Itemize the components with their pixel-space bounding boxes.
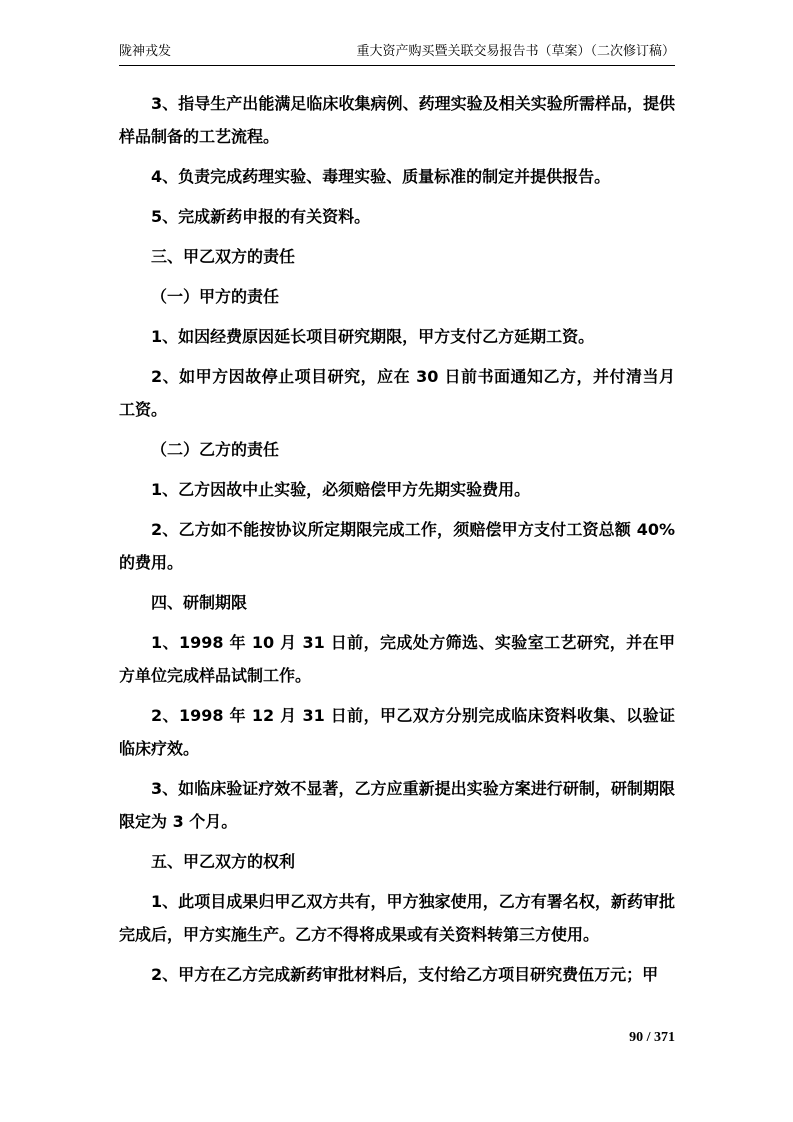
paragraph: 1、乙方因故中止实验，必须赔偿甲方先期实验费用。	[151, 480, 531, 499]
paragraph: 1、此项目成果归甲乙双方共有，甲方独家使用，乙方有署名权，新药审批完成后，甲方实施生产。乙方不得将成果或有关资料转第三方使用。	[119, 892, 675, 944]
paragraph: （一）甲方的责任	[151, 287, 280, 306]
page-header	[119, 42, 675, 66]
paragraph: 2、乙方如不能按协议所定期限完成工作，须赔偿甲方支付工资总额 40%的费用。	[119, 520, 675, 572]
paragraph: 五、甲乙双方的权利	[151, 852, 296, 871]
paragraph: （二）乙方的责任	[151, 440, 280, 459]
paragraph: 4、负责完成药理实验、毒理实验、质量标准的制定并提供报告。	[151, 167, 611, 186]
paragraph: 2、如甲方因故停止项目研究，应在 30 日前书面通知乙方，并付清当月工资。	[119, 367, 675, 419]
page-number: 90 / 371	[629, 1030, 675, 1045]
header-company-name: 陇神戎发	[119, 43, 172, 58]
paragraph: 2、1998 年 12 月 31 日前，甲乙双方分别完成临床资料收集、以验证临床疗效。	[119, 706, 675, 758]
paragraph: 1、如因经费原因延长项目研究期限，甲方支付乙方延期工资。	[151, 327, 595, 346]
paragraph: 1、1998 年 10 月 31 日前，完成处方筛选、实验室工艺研究，并在甲方单位完成样品试制工作。	[119, 633, 675, 685]
page-footer	[629, 1030, 675, 1046]
document-body	[119, 66, 675, 991]
paragraph: 5、完成新药申报的有关资料。	[151, 207, 371, 226]
header-document-title: 重大资产购买暨关联交易报告书（草案）（二次修订稿）	[356, 43, 675, 58]
paragraph: 3、指导生产出能满足临床收集病例、药理实验及相关实验所需样品，提供样品制备的工艺流程。	[119, 94, 675, 146]
paragraph: 3、如临床验证疗效不显著，乙方应重新提出实验方案进行研制，研制期限限定为 3 个月。	[119, 779, 675, 831]
paragraph: 三、甲乙双方的责任	[151, 247, 296, 266]
paragraph: 四、研制期限	[151, 593, 248, 612]
paragraph: 2、甲方在乙方完成新药审批材料后，支付给乙方项目研究费伍万元；甲	[151, 965, 659, 984]
